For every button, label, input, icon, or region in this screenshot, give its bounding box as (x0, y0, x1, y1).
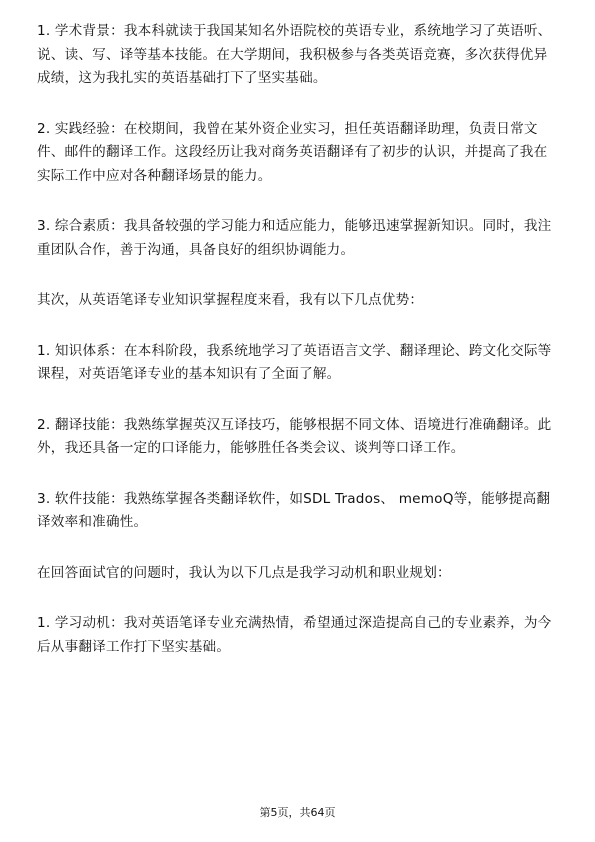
paragraph-overall-quality: 3. 综合素质：我具备较强的学习能力和适应能力，能够迅速掌握新知识。同时，我注重团队合作，善于沟通，具备良好的组织协调能力。 (37, 218, 552, 258)
paragraph-academic-background: 1. 学术背景：我本科就读于我国某知名外语院校的英语专业，系统地学习了英语听、说、读、写、译等基本技能。在大学期间，我积极参与各类英语竞赛，多次获得优异成绩，这为我扎实的英语基础打下了坚实基础。 (37, 23, 552, 86)
paragraph-translation-skills: 2. 翻译技能：我熟练掌握英汉互译技巧，能够根据不同文体、语境进行准确翻译。此外，我还具备一定的口译能力，能够胜任各类会议、谈判等口译工作。 (37, 416, 552, 456)
paragraph-knowledge-system: 1. 知识体系：在本科阶段，我系统地学习了英语语言文学、翻译理论、跨文化交际等课程，对英语笔译专业的基本知识有了全面了解。 (37, 342, 552, 382)
paragraph-knowledge-intro: 其次，从英语笔译专业知识掌握程度来看，我有以下几点优势： (37, 292, 424, 308)
paragraph-software-skills: 3. 软件技能：我熟练掌握各类翻译软件，如SDL Trados、 memoQ等，能够提高翻译效率和准确性。 (37, 490, 551, 530)
paragraph-practical-experience: 2. 实践经验：在校期间，我曾在某外资企业实习，担任英语翻译助理，负责日常文件、邮件的翻译工作。这段经历让我对商务英语翻译有了初步的认识，并提高了我在实际工作中应对各种翻译场景的能力。 (37, 120, 548, 184)
paragraph-study-motivation: 1. 学习动机：我对英语笔译专业充满热情，希望通过深造提高自己的专业素养，为今后从事翻译工作打下坚实基础。 (37, 615, 552, 655)
paragraph-answer-intro: 在回答面试官的问题时，我认为以下几点是我学习动机和职业规划： (37, 564, 451, 581)
page-number-footer: 第5页，共64页 (259, 806, 336, 819)
document-body (37, 20, 561, 686)
